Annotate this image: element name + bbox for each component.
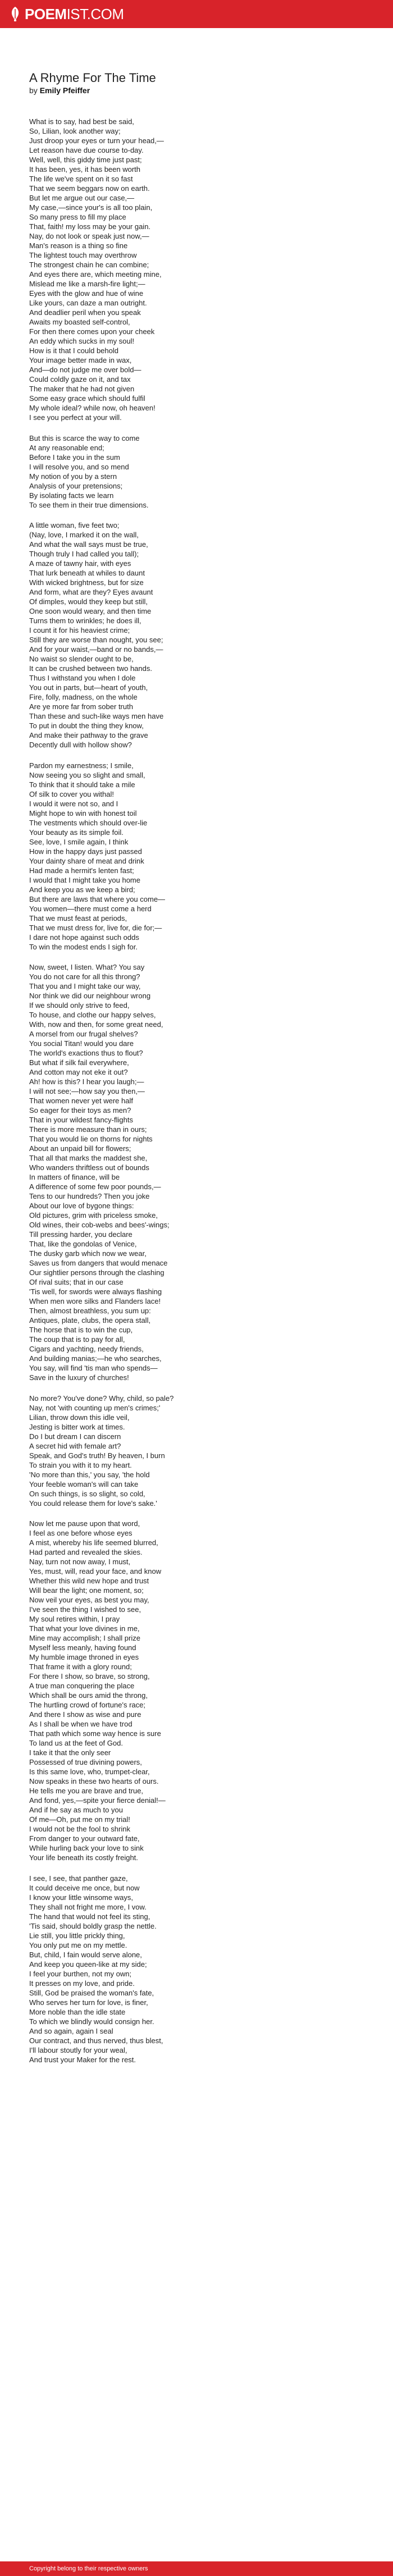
- poem-line: A maze of tawny hair, with eyes: [29, 559, 131, 568]
- poem-line: Than these and such-like ways men have: [29, 712, 164, 720]
- poem-line: By isolating facts we learn: [29, 491, 114, 500]
- poem-line: Awaits my boasted self-control,: [29, 318, 130, 326]
- poem-line: Our sightlier persons through the clashing: [29, 1268, 164, 1277]
- poem-line: Might hope to win with honest toil: [29, 809, 137, 817]
- poem-line: With wicked brightness, but for size: [29, 578, 144, 587]
- poem-line: Save in the luxury of churches!: [29, 1373, 129, 1382]
- poem-line: Analysis of your pretensions;: [29, 481, 123, 490]
- poem-line: When men wore silks and Flanders lace!: [29, 1297, 161, 1305]
- poem-line: That women never yet were half: [29, 1097, 133, 1105]
- poem-line: How in the happy days just passed: [29, 847, 142, 856]
- poem-line: The maker that he had not given: [29, 385, 135, 393]
- poem-line: It can be crushed between two hands.: [29, 664, 152, 673]
- poem-line: Man's reason is a thing so fine: [29, 241, 128, 250]
- poem-line: Who wanders thriftless out of bounds: [29, 1163, 149, 1172]
- poem-line: That we seem beggars now on earth.: [29, 184, 150, 193]
- poem-line: (Nay, love, I marked it on the wall,: [29, 531, 139, 539]
- poem-line: And—do not judge me over bold—: [29, 366, 141, 374]
- poem-line: Eyes with the glow and hue of wine: [29, 289, 144, 298]
- stanza: [29, 433, 366, 510]
- poem-line: Now speaks in these two hearts of ours.: [29, 1777, 159, 1785]
- poem-line: And so again, again I seal: [29, 2026, 113, 2035]
- poem-line: See, love, I smile again, I think: [29, 837, 129, 846]
- poem-line: The dusky garb which now we wear,: [29, 1249, 147, 1258]
- poem-line: It could deceive me once, but now: [29, 1883, 140, 1892]
- poem-line: Some easy grace which should fulfil: [29, 394, 145, 403]
- poem-line: Your beauty as its simple foil.: [29, 828, 124, 837]
- logo-wordmark: POEMIST.COM: [25, 6, 124, 22]
- poem-line: They shall not fright me more, I vow.: [29, 1902, 147, 1911]
- poem-line: That frame it with a glory round;: [29, 1662, 132, 1671]
- poem-line: I will not see;—how say you then,—: [29, 1087, 145, 1095]
- poem-line: I would not be the fool to shrink: [29, 1825, 130, 1833]
- poem-line: Before I take you in the sum: [29, 453, 120, 462]
- poem-line: 'Tis well, for swords were always flashing: [29, 1287, 162, 1296]
- poem-line: Now let me pause upon that word,: [29, 1519, 140, 1528]
- poem-line: So eager for their toys as men?: [29, 1106, 131, 1115]
- poem-line: No waist so slender ought to be,: [29, 655, 134, 663]
- poem-line: I feel as one before whose eyes: [29, 1529, 132, 1537]
- poem-line: And building manias;—he who searches,: [29, 1354, 162, 1363]
- poem-line: That you would lie on thorns for nights: [29, 1135, 153, 1143]
- poem-line: Yes, must, will, read your face, and know: [29, 1567, 162, 1575]
- poem-line: The hand that would not feel its sting,: [29, 1912, 150, 1921]
- byline-prefix: by: [29, 86, 38, 95]
- poem-body: [29, 117, 366, 2065]
- poem-line: An eddy which sucks in my soul!: [29, 337, 135, 345]
- poem-line: Possessed of true divining powers,: [29, 1758, 142, 1766]
- poem-line: And eyes there are, which meeting mine,: [29, 270, 162, 278]
- footer: [0, 2561, 393, 2576]
- poem-line: That, like the gondolas of Venice,: [29, 1240, 137, 1248]
- poem-line: I'll labour stoutly for your weal,: [29, 2045, 127, 2054]
- poem-line: Just droop your eyes or turn your head,—: [29, 136, 164, 145]
- poem-line: Your image better made in wax,: [29, 356, 132, 364]
- poem-line: A difference of some few poor pounds,—: [29, 1182, 161, 1191]
- poem-line: And trust your Maker for the rest.: [29, 2055, 136, 2064]
- poem-line: Antiques, plate, clubs, the opera stall,: [29, 1316, 151, 1324]
- poem-line: Will bear the light; one moment, so;: [29, 1586, 144, 1595]
- poem-line: And deadlier peril when you speak: [29, 308, 141, 317]
- poem-line: Ah! how is this? I hear you laugh;—: [29, 1077, 144, 1086]
- poem-line: More noble than the idle state: [29, 2007, 126, 2016]
- poem-line: The lightest touch may overthrow: [29, 251, 137, 259]
- poem-line: Speak, and God's truth! By heaven, I burn: [29, 1451, 165, 1460]
- poem-content: [29, 71, 366, 2075]
- copyright-text: Copyright belong to their respective owners: [29, 2565, 148, 2572]
- poem-line: I take it that the only seer: [29, 1748, 111, 1757]
- poem-line: Nay, turn not now away, I must,: [29, 1558, 131, 1566]
- poem-line: Your life beneath its costly freight.: [29, 1853, 138, 1862]
- poem-line: I see, I see, that panther gaze,: [29, 1874, 128, 1883]
- poem-line: You only put me on my mettle.: [29, 1940, 127, 1949]
- poem-line: My soul retires within, I pray: [29, 1615, 120, 1623]
- poem-line: A mist, whereby his life seemed blurred,: [29, 1538, 158, 1547]
- poem-line: Old pictures, grim with priceless smoke,: [29, 1211, 158, 1220]
- poem-line: So, Lilian, look another way;: [29, 127, 121, 135]
- poem-line: The horse that is to win the cup,: [29, 1326, 133, 1334]
- poem-line: And cotton may not eke it out?: [29, 1068, 128, 1076]
- poem-line: To think that it should take a mile: [29, 780, 135, 789]
- poem-line: I would that I might take you home: [29, 875, 140, 884]
- poem-line: But, child, I fain would serve alone,: [29, 1950, 142, 1959]
- poem-line: No more? You've done? Why, child, so pale?: [29, 1394, 174, 1403]
- poem-line: Is this same love, who, trumpet-clear,: [29, 1767, 150, 1776]
- poem-line: While hurling back your love to sink: [29, 1844, 144, 1852]
- poem-line: Are ye more far from sober truth: [29, 702, 133, 711]
- poem-line: Till pressing harder, you declare: [29, 1230, 132, 1239]
- poem-line: For there I show, so brave, so strong,: [29, 1672, 150, 1680]
- poem-line: With, now and then, for some great need,: [29, 1020, 163, 1029]
- poem-line: Lilian, throw down this idle veil,: [29, 1413, 130, 1422]
- poem-line: Tens to our hundreds? Then you joke: [29, 1192, 150, 1200]
- poem-line: You out in parts, but—heart of youth,: [29, 683, 148, 692]
- poem-line: I would it were not so, and I: [29, 799, 118, 808]
- poem-line: Who serves her turn for love, is finer,: [29, 1998, 148, 2007]
- poem-line: Cigars and yachting, needy friends,: [29, 1345, 144, 1353]
- poem-line: Had made a hermit's lenten fast;: [29, 866, 134, 875]
- poem-line: That what your love divines in me,: [29, 1624, 140, 1633]
- poem-line: That we must dress for, live for, die for;—: [29, 923, 162, 932]
- poem-line: What is to say, had best be said,: [29, 117, 134, 126]
- poem-line: Now veil your eyes, as best you may,: [29, 1596, 149, 1604]
- stanza: [29, 1519, 366, 1862]
- poem-line: To strain you with it to my heart.: [29, 1460, 132, 1469]
- poem-line: My humble image throned in eyes: [29, 1653, 139, 1661]
- author-link[interactable]: Emily Pfeiffer: [39, 86, 90, 95]
- byline: [29, 85, 366, 95]
- poem-line: I dare not hope against such odds: [29, 933, 139, 942]
- poem-line: To land us at the feet of God.: [29, 1739, 123, 1747]
- poem-title: A Rhyme For The Time: [29, 71, 156, 85]
- poem-line: A secret hid with female art?: [29, 1441, 121, 1450]
- poem-line: My whole ideal? while now, oh heaven!: [29, 404, 156, 412]
- poem-line: Turns them to wrinkles; he does ill,: [29, 616, 141, 625]
- poem-line: I will resolve you, and so mend: [29, 462, 129, 471]
- poem-line: Jesting is bitter work at times.: [29, 1422, 125, 1431]
- poem-line: And keep you as we keep a bird;: [29, 885, 135, 894]
- poem-line: About our love of bygone things:: [29, 1202, 134, 1210]
- poem-line: Nor think we did our neighbour wrong: [29, 992, 151, 1000]
- poem-line: A morsel from our frugal shelves?: [29, 1030, 138, 1038]
- poem-line: But there are laws that where you come—: [29, 894, 166, 903]
- poem-line: My notion of you by a stern: [29, 472, 117, 481]
- poem-line: Whether this wild new hope and trust: [29, 1577, 149, 1585]
- poem-line: As I shall be when we have trod: [29, 1720, 132, 1728]
- poem-line: That you and I might take our way,: [29, 982, 141, 990]
- poem-line: I feel your burthen, not my own;: [29, 1969, 132, 1978]
- poem-line: It has been, yes, it has been worth: [29, 165, 141, 173]
- poem-line: Of silk to cover you withal!: [29, 789, 114, 798]
- poem-line: I count it for his heaviest crime;: [29, 626, 130, 634]
- poem-line: Our contract, and thus nerved, thus blest,: [29, 2036, 163, 2045]
- poem-line: It presses on my love, and pride.: [29, 1979, 135, 1988]
- poem-line: Could coldly gaze on it, and tax: [29, 375, 131, 383]
- poem-line: Myself less meanly, having found: [29, 1643, 136, 1652]
- poem-line: I know your little winsome ways,: [29, 1893, 133, 1902]
- poem-line: The strongest chain he can combine;: [29, 261, 149, 269]
- poem-line: But this is scarce the way to come: [29, 433, 140, 442]
- poem-line: To put in doubt the thing they know,: [29, 721, 144, 730]
- poem-line: To win the modest ends I sigh for.: [29, 942, 138, 951]
- poem-line: And form, what are they? Eyes avaunt: [29, 588, 153, 596]
- poem-line: Mine may accomplish; I shall prize: [29, 1634, 140, 1642]
- poem-line: You do not care for all this throng?: [29, 972, 140, 981]
- poem-line: That, faith! my loss may be your gain.: [29, 222, 151, 231]
- poem-line: Do I but dream I can discern: [29, 1432, 121, 1441]
- poem-line: Still, God be praised the woman's fate,: [29, 1988, 154, 1997]
- poem-line: The coup that is to pay for all,: [29, 1335, 125, 1344]
- poem-line: Like yours, can daze a man outright.: [29, 299, 147, 307]
- top-bar: [0, 0, 393, 28]
- poem-line: But let me argue out our case,—: [29, 194, 135, 202]
- poem-line: To house, and clothe our happy selves,: [29, 1011, 156, 1019]
- poem-line: I see you perfect at your will.: [29, 413, 122, 422]
- poem-line: Old wines, their cob-webs and bees'-wings;: [29, 1221, 170, 1229]
- poem-line: Pardon my earnestness; I smile,: [29, 761, 134, 770]
- poem-line: Your dainty share of meat and drink: [29, 856, 144, 865]
- poem-line: You women—there must come a herd: [29, 904, 152, 913]
- poem-line: Now, sweet, I listen. What? You say: [29, 963, 145, 971]
- poem-line: You say, will find 'tis man who spends—: [29, 1364, 158, 1372]
- poem-line: I've seen the thing I wished to see,: [29, 1605, 141, 1614]
- poem-line: Lie still, you little prickly thing,: [29, 1931, 125, 1940]
- poem-line: Though truly I had called you tall);: [29, 550, 139, 558]
- poem-line: For then there comes upon your cheek: [29, 327, 155, 336]
- poem-line: How is it that I could behold: [29, 346, 118, 355]
- poem-line: One soon would weary, and then time: [29, 607, 152, 615]
- poem-line: A true man conquering the place: [29, 1682, 135, 1690]
- poem-line: At any reasonable end;: [29, 443, 104, 452]
- poem-line: And what the wall says must be true,: [29, 540, 148, 549]
- poem-line: Now seeing you so slight and small,: [29, 770, 145, 779]
- site-logo[interactable]: [9, 6, 124, 22]
- stanza: [29, 1874, 366, 2065]
- poem-line: To see them in their true dimensions.: [29, 500, 149, 509]
- poem-line: That in your wildest fancy-flights: [29, 1116, 133, 1124]
- poem-line: Which shall be ours amid the throng,: [29, 1691, 148, 1700]
- poem-line: You social Titan! would you dare: [29, 1039, 134, 1048]
- poem-line: You could release them for love's sake.': [29, 1499, 157, 1508]
- poem-line: He tells me you are brave and true,: [29, 1787, 144, 1795]
- poem-line: Well, well, this giddy time just past;: [29, 156, 142, 164]
- poem-line: Fire, folly, madness, on the whole: [29, 693, 138, 701]
- poem-line: Had parted and revealed the skies.: [29, 1548, 143, 1556]
- poem-line: And if he say as much to you: [29, 1806, 123, 1814]
- poem-line: And for your waist,—band or no bands,—: [29, 645, 163, 654]
- poem-line: Decently dull with hollow show?: [29, 741, 132, 749]
- poem-line: Mislead me like a marsh-fire light;—: [29, 280, 145, 288]
- poem-line: Of dimples, would they keep but still,: [29, 597, 148, 606]
- poem-line: So many press to fill my place: [29, 213, 126, 221]
- stanza: [29, 117, 366, 422]
- poem-line: Of me—Oh, put me on my trial!: [29, 1815, 130, 1824]
- poem-line: And make their pathway to the grave: [29, 731, 148, 739]
- stanza: [29, 962, 366, 1382]
- poem-line: That path which some way hence is sure: [29, 1729, 161, 1738]
- poem-line: If we should only strive to feed,: [29, 1001, 130, 1010]
- poem-line: The vestments which should over-lie: [29, 818, 148, 827]
- poem-line: Your feeble woman's will can take: [29, 1479, 139, 1488]
- poem-line: Nay, do not look or speak just now,—: [29, 232, 149, 240]
- poem-line: The hurtling crowd of fortune's race;: [29, 1701, 145, 1709]
- poem-line: My case,—since your's is all too plain,: [29, 203, 153, 212]
- poem-line: On such things, is so slight, so cold,: [29, 1489, 145, 1498]
- poem-line: The world's exactions thus to flout?: [29, 1049, 143, 1057]
- poem-line: 'No more than this,' you say, 'the hold: [29, 1470, 150, 1479]
- poem-line: Saves us from dangers that would menace: [29, 1259, 168, 1267]
- poem-line: About an unpaid bill for flowers;: [29, 1144, 131, 1153]
- stanza: [29, 1394, 366, 1508]
- stanza: [29, 761, 366, 952]
- poem-line: 'Tis said, should boldly grasp the nettle.: [29, 1921, 157, 1930]
- poem-line: Thus I withstand you when I dole: [29, 674, 136, 682]
- poem-line: There is more measure than in ours;: [29, 1125, 147, 1134]
- poem-line: Nay, not 'with counting up men's crimes;': [29, 1403, 161, 1412]
- poem-line: That we must feast at periods,: [29, 914, 127, 922]
- poem-line: And there I show as wise and pure: [29, 1710, 141, 1719]
- poem-line: And fond, yes,—spite your fierce denial!—: [29, 1796, 166, 1805]
- poem-line: A little woman, five feet two;: [29, 521, 120, 529]
- poem-line: From danger to your outward fate,: [29, 1834, 140, 1843]
- poem-line: That all that marks the maddest she,: [29, 1154, 148, 1162]
- poem-line: That lurk beneath at whiles to daunt: [29, 569, 145, 577]
- poem-line: But what if silk fail everywhere,: [29, 1058, 129, 1067]
- poem-line: The life we've spent on it so fast: [29, 175, 133, 183]
- quill-icon: [9, 6, 21, 22]
- poem-line: Of rival suits; that in our case: [29, 1278, 124, 1286]
- poem-line: In matters of finance, will be: [29, 1173, 120, 1181]
- poem-line: Still they are worse than nought, you see;: [29, 636, 163, 644]
- poem-line: Then, almost breathless, you sum up:: [29, 1307, 151, 1315]
- poem-line: To which we blindly would consign her.: [29, 2017, 154, 2026]
- stanza: [29, 520, 366, 750]
- poem-line: And keep you queen-like at my side;: [29, 1960, 147, 1968]
- poem-line: Let reason have due course to-day.: [29, 146, 144, 154]
